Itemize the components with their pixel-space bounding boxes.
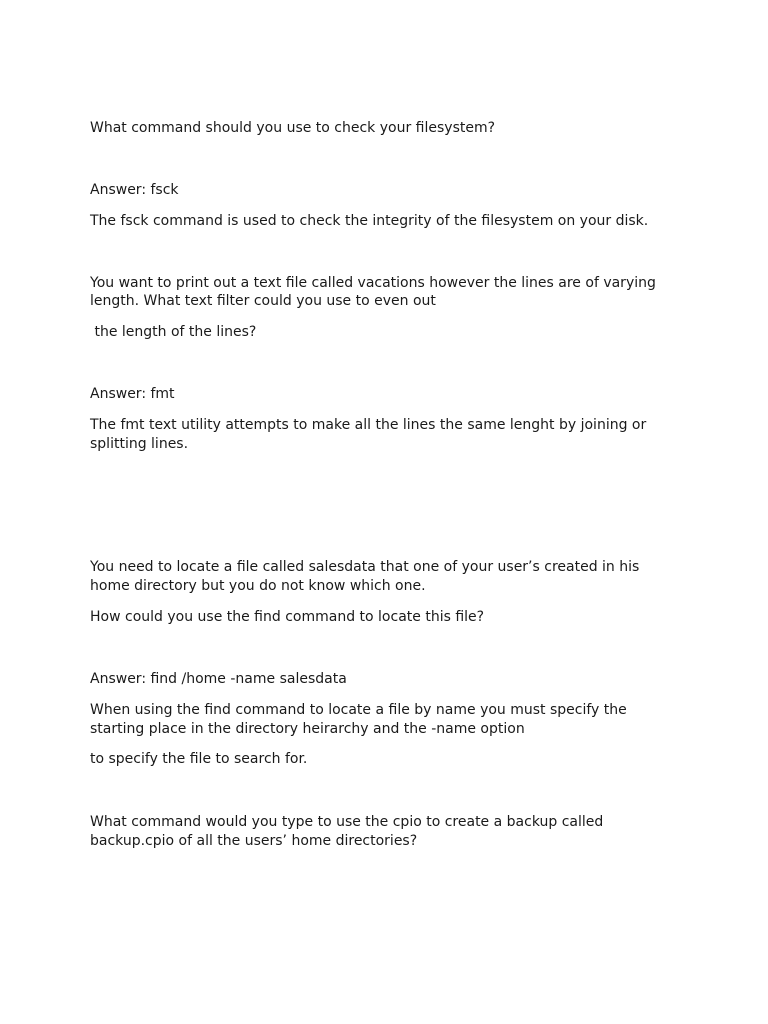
answer-1: Answer: fsck	[90, 182, 179, 198]
question-2-line-2: length. What text filter could you use to even out	[90, 293, 436, 309]
explanation-3-line-1: When using the find command to locate a file by name you must specify the	[90, 702, 627, 718]
explanation-3-line-3: to specify the file to search for.	[90, 751, 308, 767]
question-4-line-2: backup.cpio of all the users’ home directories?	[90, 833, 418, 849]
question-3-line-1: You need to locate a file called salesdata that one of your user’s created in his	[90, 559, 640, 575]
question-3-line-3: How could you use the find command to locate this file?	[90, 609, 485, 625]
question-2-line-1: You want to print out a text file called vacations however the lines are of varying	[90, 275, 656, 291]
explanation-3-line-2: starting place in the directory heirarchy and the -name option	[90, 721, 525, 737]
explanation-2-line-1: The fmt text utility attempts to make all the lines the same lenght by joining or	[90, 417, 647, 433]
explanation-2-line-2: splitting lines.	[90, 436, 189, 452]
question-3-line-2: home directory but you do not know which one.	[90, 578, 426, 594]
question-2-line-3: the length of the lines?	[90, 324, 257, 340]
explanation-1: The fsck command is used to check the integrity of the filesystem on your disk.	[90, 213, 649, 229]
answer-3: Answer: find /home -name salesdata	[90, 671, 347, 687]
answer-2: Answer: fmt	[90, 386, 175, 402]
question-4-line-1: What command would you type to use the cpio to create a backup called	[90, 814, 604, 830]
question-1: What command should you use to check your filesystem?	[90, 120, 496, 136]
